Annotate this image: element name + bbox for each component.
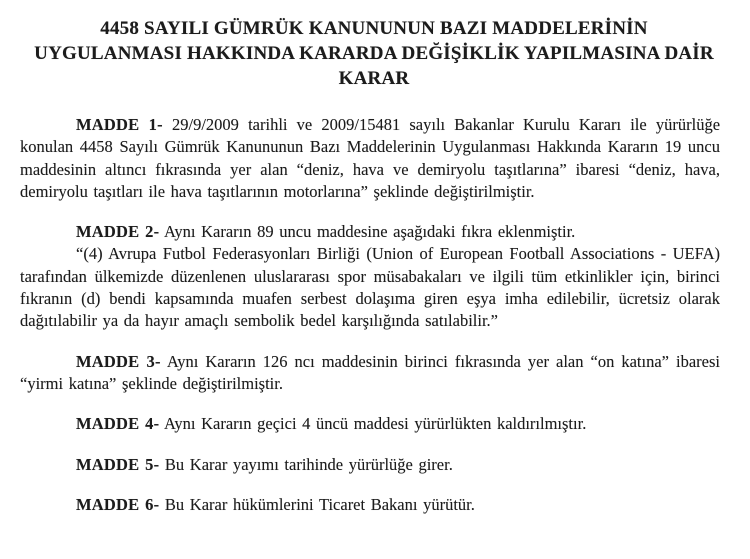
article-3-label: MADDE 3- xyxy=(76,351,161,371)
article-5-label: MADDE 5- xyxy=(76,454,160,474)
article-6-text: Bu Karar hükümlerini Ticaret Bakanı yürütür. xyxy=(164,494,475,514)
article-3-text: Aynı Kararın 126 ncı maddesinin birinci fıkrasında yer alan “on katına” ibaresi “yirmi katına” şeklinde değiştirilmiştir. xyxy=(20,351,721,393)
article-2-paragraph xyxy=(20,221,720,243)
article-5 xyxy=(20,454,720,476)
title-line-2: UYGULANMASI HAKKINDA KARARDA DEĞİŞİKLİK YAPILMASINA DAİR xyxy=(34,43,714,64)
article-6-paragraph xyxy=(20,494,720,516)
title-line-3: KARAR xyxy=(338,68,410,89)
article-3 xyxy=(20,351,720,396)
article-2-label: MADDE 2- xyxy=(76,222,160,242)
article-2-quoted-clause: “(4) Avrupa Futbol Federasyonları Birliği (Union of European Football Associations - UEFA) tarafından ülkemizde düzenlenen uluslararası spor müsabakaları ve ilgili tüm etkinlikler için, birinci fıkranın (d) bendi kapsamında muafen serbest dolaşıma giren eşya imha edilebilir, ücretsiz olarak dağıtılabilir ya da hayır amaçlı sembolik bedel karşılığında satılabilir.” xyxy=(20,244,720,331)
title-line-1: 4458 SAYILI GÜMRÜK KANUNUNUN BAZI MADDELERİNİN xyxy=(100,18,648,39)
document-title xyxy=(28,16,720,91)
article-2-text: Aynı Kararın 89 uncu maddesine aşağıdaki fıkra eklenmiştir. xyxy=(164,222,576,242)
article-5-text: Bu Karar yayımı tarihinde yürürlüğe girer. xyxy=(164,454,453,474)
article-4-label: MADDE 4- xyxy=(76,414,160,434)
article-1-paragraph xyxy=(20,114,720,203)
article-4 xyxy=(20,413,720,435)
article-1-label: MADDE 1- xyxy=(76,115,163,134)
article-5-paragraph xyxy=(20,454,720,476)
article-4-text: Aynı Kararın geçici 4 üncü maddesi yürürlükten kaldırılmıştır. xyxy=(164,414,587,434)
article-6-label: MADDE 6- xyxy=(76,494,160,514)
article-3-paragraph xyxy=(20,351,720,396)
article-1-text: 29/9/2009 tarihli ve 2009/15481 sayılı Bakanlar Kurulu Kararı ile yürürlüğe konulan 4458 Sayılı Gümrük Kanununun Bazı Maddelerinin Uygulanması Hakkında Kararın 19 uncu maddesinin altıncı fıkrasında yer alan “deniz, hava ve demiryolu taşıtlarına” ibaresi “deniz, hava, demiryolu taşıtları ile hava taşıtlarının motorlarına” şeklinde değiştirilmiştir. xyxy=(20,115,721,201)
article-4-paragraph xyxy=(20,413,720,435)
article-6 xyxy=(20,494,720,516)
article-2 xyxy=(20,221,720,332)
article-1 xyxy=(20,114,720,203)
